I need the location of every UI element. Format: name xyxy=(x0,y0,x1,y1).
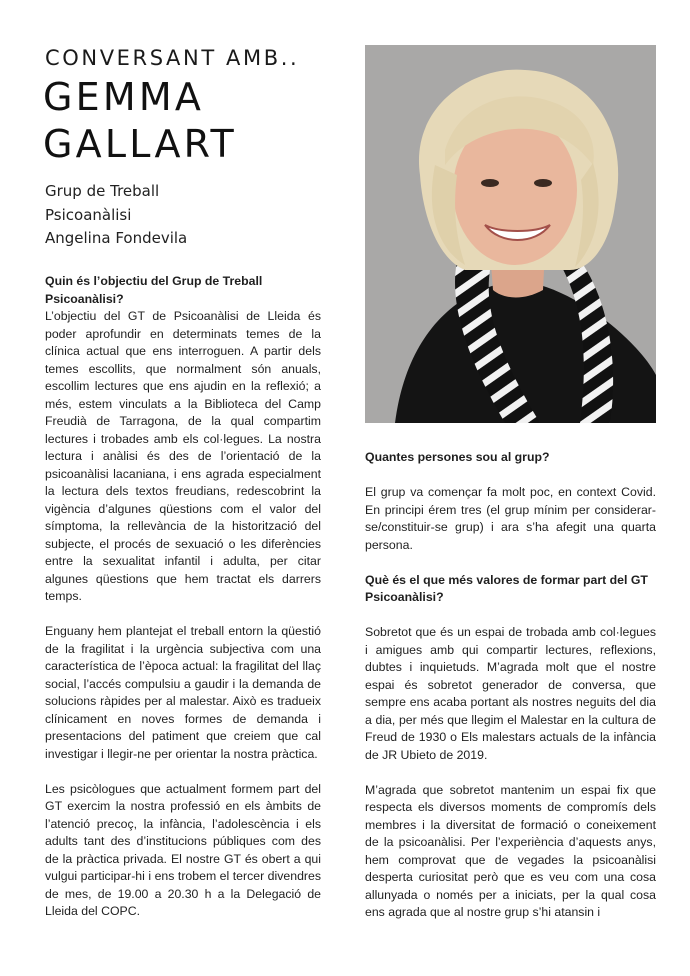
question-group-size: Quantes persones sou al grup? xyxy=(365,450,550,464)
answer-current-topic: Enguany hem plantejat el treball entorn la qüestió de la fragilitat i la urgència subjectiva com una característica de l’època actual: la fragilitat del llaç social, l’accés compulsiu a gaudir i la demanda de solucions ràpides per al malestar. Això es tradueix clínicament en noves formes de demanda i presentacions del patiment que creiem que cal investigar i llegir-ne per orientar la nostra pràctica. xyxy=(45,624,321,761)
answer-space: M’agrada que sobretot mantenim un espai fix que respecta els diversos moments de compromís dels membres i la diversitat de formació o coneixement de la psicoanàlisi. Per l’experiència d’aquests anys, hem comprovat que de vegades la psicoanàlisi desperta curiositat però que es veu com una cosa allunyada o només per a iniciats, per la qual cosa ens agrada que al nostre grup s’hi atansin i xyxy=(365,782,656,919)
interview-kicker: CONVERSANT AMB.. xyxy=(45,46,300,70)
portrait-photo xyxy=(365,45,656,423)
answer-value: Sobretot que és un espai de trobada amb col·legues i amigues amb qui compartir lectures, reflexions, dubtes i inquietuds. M’agrada molt que el nostre espai és sobretot generador de conversa, que sempre ens acaba portant als nostres neguits del dia a dia, per més que llegim el Malestar en la cultura de Freud de 1930 o Els malestars actuals de la infància de JR Ubieto de 2019. xyxy=(365,625,656,762)
question-value: Què és el que més valores de formar part del GT Psicoanàlisi? xyxy=(365,572,648,604)
meta-line-author: Angelina Fondevila xyxy=(45,229,188,247)
portrait-illustration xyxy=(365,45,656,423)
meta-line-topic: Psicoanàlisi xyxy=(45,205,132,224)
interviewee-name xyxy=(43,74,343,168)
left-column xyxy=(45,273,321,921)
name-last: GALLART xyxy=(43,122,237,166)
answer-group-size: El grup va començar fa molt poc, en context Covid. En principi érem tres (el grup mínim per considerar-se/constituir-se grup) i ara s’ha afegit una quarta persona. xyxy=(365,485,656,552)
group-meta xyxy=(45,180,187,251)
answer-members: Les psicòlogues que actualment formem part del GT exercim la nostra professió en els àmbits de l’atenció precoç, la infància, l’adolescència i els adults tant des d’institucions públiques com des de la pràctica privada. El nostre GT és obert a qui vulgui participar-hi i ens trobem el tercer divendres de mes, de 19.00 a 20.30 h a la Delegació de Lleida del COPC. xyxy=(45,781,321,918)
name-first: GEMMA xyxy=(43,75,205,119)
answer-objective: L’objectiu del GT de Psicoanàlisi de Lleida és poder aprofundir en determinats temes de la clínica actual que ens interroguen. A partir dels temes escollits, que normalment són anuals, escollim lectures que ens ajudin en la reflexió; a més, estem vinculats a la Biblioteca del Camp Freudià de Tarragona, de la qual compartim lectures i trobades amb els col·legues. La nostra lectura i anàlisi és des de l’orientació de la psicoanàlisi lacaniana, i ens agrada especialment la lectura dels textos freudians, redescobrint la vigència d’algunes qüestions com el valor del símptoma, la rellevància de la historització del subjecte, el procés de sexuació o les diferències entre la sexualitat infantil i adulta, per citar algunes qüestions que hem tractat els darrers temps. xyxy=(45,309,321,603)
question-objective: Quin és l’objectiu del Grup de Treball Psicoanàlisi? xyxy=(45,274,263,306)
meta-line-group: Grup de Treball xyxy=(45,182,160,200)
right-column xyxy=(365,449,656,922)
